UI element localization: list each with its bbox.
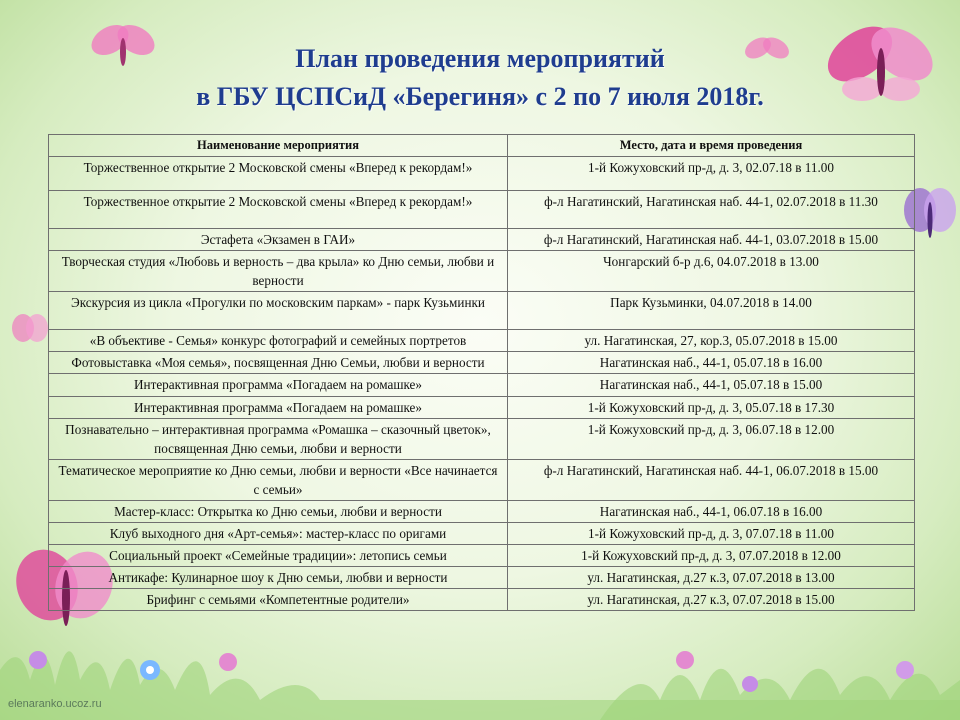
event-place-cell: 1-й Кожуховский пр-д, д. 3, 02.07.18 в 11.00 — [508, 157, 915, 191]
event-place-cell: Нагатинская наб., 44-1, 05.07.18 в 16.00 — [508, 352, 915, 374]
event-name-cell: Познавательно – интерактивная программа «Ромашка – сказочный цветок», посвященная Дню семьи, любви и верности — [49, 419, 508, 460]
event-name-cell: Фотовыставка «Моя семья», посвященная Дню Семьи, любви и верности — [49, 352, 508, 374]
event-name-cell: Торжественное открытие 2 Московской смены «Вперед к рекордам!» — [49, 191, 508, 229]
event-place-cell: 1-й Кожуховский пр-д, д. 3, 07.07.2018 в 12.00 — [508, 545, 915, 567]
event-place-cell: Парк Кузьминки, 04.07.2018 в 14.00 — [508, 292, 915, 330]
event-place-cell: ул. Нагатинская, 27, кор.3, 05.07.2018 в 15.00 — [508, 330, 915, 352]
table-row — [49, 229, 915, 251]
table-row — [49, 330, 915, 352]
event-place-cell: ул. Нагатинская, д.27 к.3, 07.07.2018 в 13.00 — [508, 567, 915, 589]
event-name-cell: Мастер-класс: Открытка ко Дню семьи, любви и верности — [49, 501, 508, 523]
page-title — [100, 40, 860, 116]
event-name-cell: Интерактивная программа «Погадаем на ромашке» — [49, 397, 508, 419]
table-row — [49, 567, 915, 589]
table-row — [49, 251, 915, 292]
watermark: elenaranko.ucoz.ru — [8, 698, 102, 710]
event-place-cell: ф-л Нагатинский, Нагатинская наб. 44-1, 03.07.2018 в 15.00 — [508, 229, 915, 251]
event-name-cell: «В объективе - Семья» конкурс фотографий и семейных портретов — [49, 330, 508, 352]
event-name-cell: Творческая студия «Любовь и верность – два крыла» ко Дню семьи, любви и верности — [49, 251, 508, 292]
event-name-cell: Клуб выходного дня «Арт-семья»: мастер-класс по оригами — [49, 523, 508, 545]
events-table — [48, 134, 915, 611]
event-place-cell: Нагатинская наб., 44-1, 06.07.18 в 16.00 — [508, 501, 915, 523]
table-row — [49, 157, 915, 191]
table-row — [49, 397, 915, 419]
event-name-cell: Социальный проект «Семейные традиции»: летопись семьи — [49, 545, 508, 567]
event-place-cell: 1-й Кожуховский пр-д, д. 3, 07.07.18 в 11.00 — [508, 523, 915, 545]
butterfly-left-small-icon — [10, 310, 50, 350]
table-row — [49, 460, 915, 501]
title-line-2: в ГБУ ЦСПСиД «Берегиня» с 2 по 7 июля 2018г. — [196, 82, 764, 111]
table-row — [49, 292, 915, 330]
event-place-cell: Чонгарский б-р д.6, 04.07.2018 в 13.00 — [508, 251, 915, 292]
event-place-cell: Нагатинская наб., 44-1, 05.07.18 в 15.00 — [508, 374, 915, 397]
event-name-cell: Антикафе: Кулинарное шоу к Дню семьи, любви и верности — [49, 567, 508, 589]
header-event-name: Наименование мероприятия — [49, 135, 508, 157]
event-place-cell: ф-л Нагатинский, Нагатинская наб. 44-1, 06.07.2018 в 15.00 — [508, 460, 915, 501]
event-place-cell: ул. Нагатинская, д.27 к.3, 07.07.2018 в 15.00 — [508, 589, 915, 611]
event-name-cell: Торжественное открытие 2 Московской смены «Вперед к рекордам!» — [49, 157, 508, 191]
table-header-row — [49, 135, 915, 157]
title-line-1: План проведения мероприятий — [295, 44, 665, 73]
table-row — [49, 501, 915, 523]
table-row — [49, 589, 915, 611]
event-place-cell: 1-й Кожуховский пр-д, д. 3, 06.07.18 в 12.00 — [508, 419, 915, 460]
table-row — [49, 374, 915, 397]
event-name-cell: Экскурсия из цикла «Прогулки по московским паркам» - парк Кузьминки — [49, 292, 508, 330]
table-row — [49, 545, 915, 567]
table-row — [49, 352, 915, 374]
event-name-cell: Эстафета «Экзамен в ГАИ» — [49, 229, 508, 251]
header-place-date-time: Место, дата и время проведения — [508, 135, 915, 157]
event-name-cell: Брифинг с семьями «Компетентные родители» — [49, 589, 508, 611]
table-row — [49, 191, 915, 229]
event-place-cell: ф-л Нагатинский, Нагатинская наб. 44-1, 02.07.2018 в 11.30 — [508, 191, 915, 229]
event-name-cell: Тематическое мероприятие ко Дню семьи, любви и верности «Все начинается с семьи» — [49, 460, 508, 501]
grass-decoration — [0, 600, 960, 720]
event-name-cell: Интерактивная программа «Погадаем на ромашке» — [49, 374, 508, 397]
table-row — [49, 419, 915, 460]
table-row — [49, 523, 915, 545]
event-place-cell: 1-й Кожуховский пр-д, д. 3, 05.07.18 в 17.30 — [508, 397, 915, 419]
